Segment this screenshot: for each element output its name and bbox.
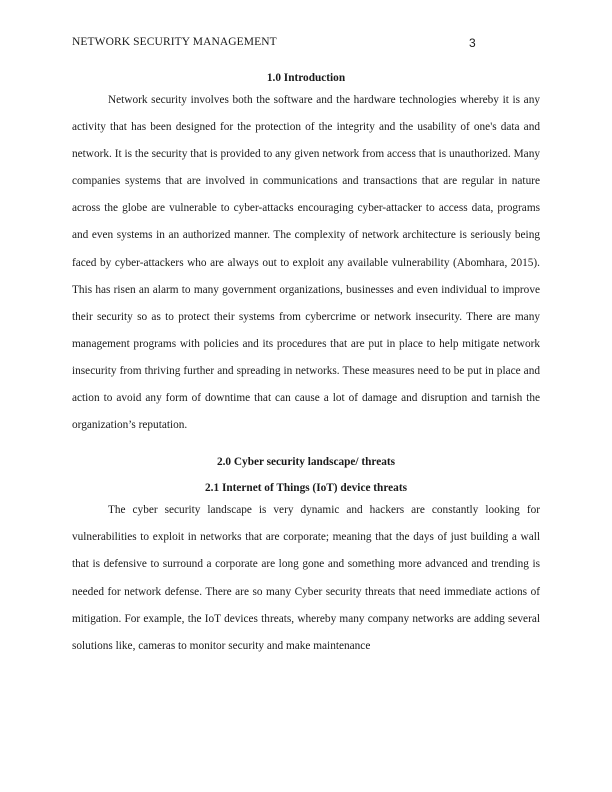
page-header bbox=[72, 36, 540, 52]
iot-heading: 2.1 Internet of Things (IoT) device threats bbox=[205, 482, 407, 495]
introduction-heading: 1.0 Introduction bbox=[266, 72, 346, 84]
introduction-paragraph: Network security involves both the software and the hardware technologies whereby it is any activity that has been designed for the protection of the integrity and the usability of one's data and network. It is the security that is provided to any given network from access that is unauthorized. Many companies systems that are involved in communications and transactions that are regular in nature across the globe are vulnerable to cyber-attacks encouraging cyber-attacker to access data, programs and even systems in an authorized manner. The complexity of network architecture is seriously being faced by cyber-attackers who are always out to exploit any available vulnerability (Abomhara, 2015). This has risen an alarm to many government organizations, businesses and even individual to improve their security so as to protect their systems from cybercrime or network insecurity. There are many management programs with policies and its procedures that are put in place to help mitigate network insecurity from thriving further and spreading in networks. These measures need to be put in place and action to avoid any form of downtime that can cause a lot of damage and disruption and tarnish the organization’s reputation. bbox=[72, 94, 540, 432]
iot-paragraph: The cyber security landscape is very dynamic and hackers are constantly looking for vulnerabilities to exploit in networks that are corporate; meaning that the days of just building a wall that is defensive to surround a corporate are long gone and something more advanced and trending is needed for network defense. There are so many Cyber security threats that need immediate actions of mitigation. For example, the IoT devices threats, whereby many company networks are adding several solutions like, cameras to monitor security and make maintenance bbox=[72, 504, 540, 652]
running-head: NETWORK SECURITY MANAGEMENT bbox=[72, 36, 277, 48]
landscape-heading: 2.0 Cyber security landscape/ threats bbox=[216, 456, 396, 469]
document-body bbox=[72, 70, 540, 660]
page-number: 3 bbox=[469, 36, 476, 50]
